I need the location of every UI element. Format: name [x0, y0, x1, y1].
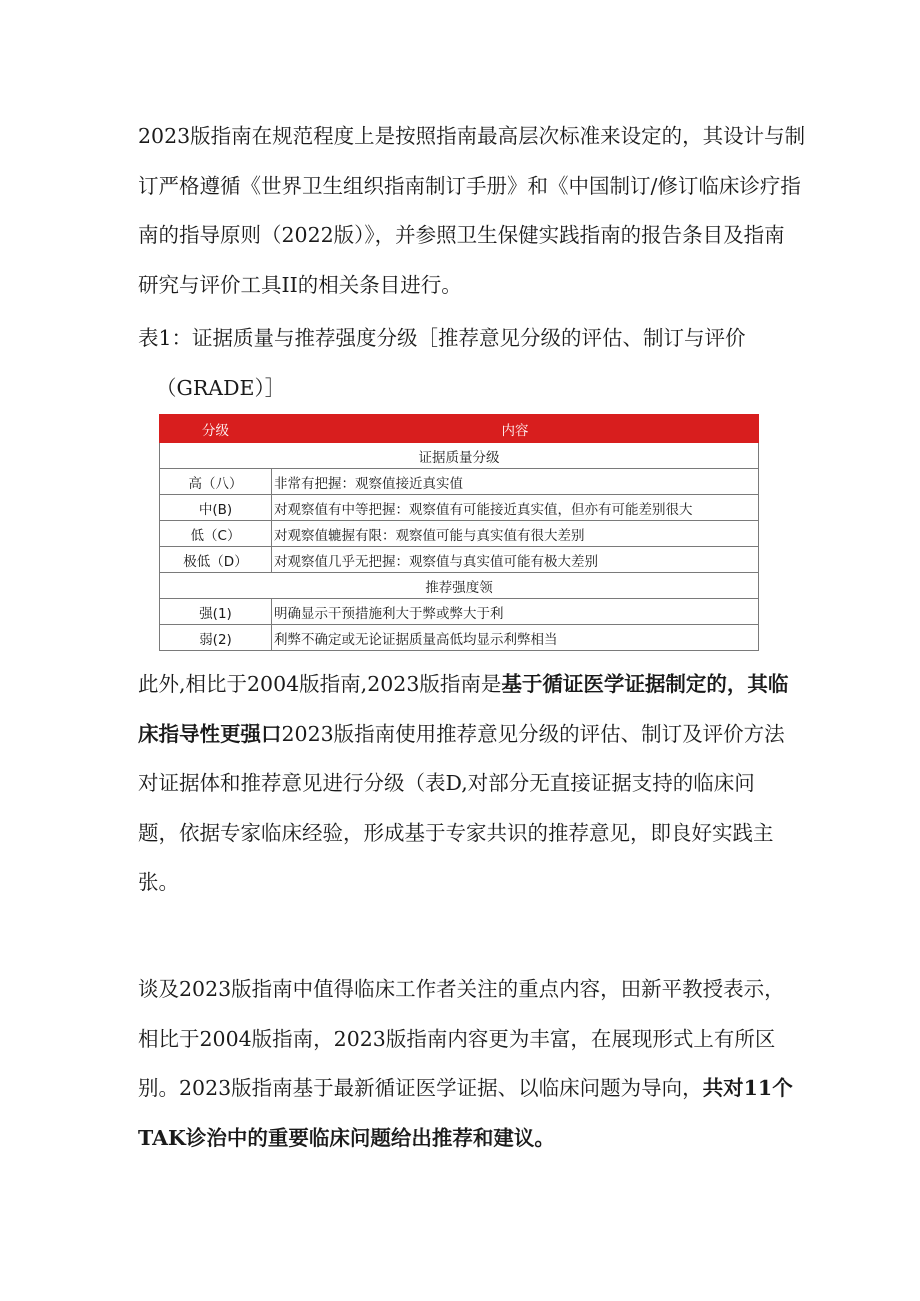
column-header-grade: 分级 [160, 415, 272, 443]
table-row [160, 599, 759, 625]
caption-line: （GRADE）］ [156, 375, 286, 400]
table-row [160, 469, 759, 495]
paragraph-line [138, 1114, 786, 1164]
paragraph-line: 2023版指南在规范程度上是按照指南最高层次标准来设定的，其设计与制 [138, 124, 806, 148]
grade-cell: 中(B) [160, 495, 272, 521]
paragraph-line: 对证据体和推荐意见进行分级（表D,对部分无直接证据支持的临床问 [138, 771, 755, 795]
section-row [160, 443, 759, 469]
table-row [160, 547, 759, 573]
grade-cell: 强(1) [160, 599, 272, 625]
section-title-recommendation-strength: 推荐强度领 [160, 573, 759, 599]
table-header-row [160, 415, 759, 443]
table-caption [138, 314, 786, 413]
paragraph-line: 相比于2004版指南，2023版指南内容更为丰富，在展现形式上有所区 [138, 1026, 776, 1051]
paragraph-line: 研究与评价工具II的相关条目进行。 [138, 272, 462, 297]
paragraph-line [138, 660, 789, 710]
paragraph-line: 订严格遵循《世界卫生组织指南制订手册》和《中国制订/修订临床诊疗指 [138, 173, 801, 198]
content-cell: 利弊不确定或无论证据质量高低均显示利弊相当 [272, 625, 759, 651]
content-cell: 对观察值有中等把握：观察值有可能接近真实值，但亦有可能差别很大 [272, 495, 759, 521]
content-cell: 对观察值几乎无把握：观察值与真实值可能有极大差别 [272, 547, 759, 573]
evidence-grade-table [159, 414, 759, 651]
paragraph-line: 谈及2023版指南中值得临床工作者关注的重点内容，田新平教授表示， [138, 977, 785, 1001]
table-row [160, 521, 759, 547]
intro-paragraph [138, 112, 806, 310]
content-cell: 对观察值辘握有限：观察值可能与真实值有很大差别 [272, 521, 759, 547]
section-title-evidence-quality: 证据质量分级 [160, 443, 759, 469]
caption-line: 表1：证据质量与推荐强度分级［推荐意见分级的评估、制订与评价 [138, 326, 746, 350]
paragraph-line: 题，依据专家临床经验，形成基于专家共识的推荐意见，即良好实践主 [138, 820, 774, 845]
grade-cell: 弱(2) [160, 625, 272, 651]
section-row [160, 573, 759, 599]
content-cell: 非常有把握：观察值接近真实值 [272, 469, 759, 495]
paragraph-line [138, 710, 786, 760]
grade-cell: 极低（D） [160, 547, 272, 573]
bold-text: 床指导性更强口 [138, 721, 282, 746]
table-row [160, 625, 759, 651]
comparison-paragraph [138, 660, 789, 908]
bold-text: 基于循证医学证据制定的，其临 [501, 672, 789, 696]
grade-cell: 低（C） [160, 521, 272, 547]
table-row [160, 495, 759, 521]
bold-text: 共对11个 [702, 1076, 793, 1100]
grade-cell: 高（八） [160, 469, 272, 495]
column-header-content: 内容 [272, 415, 759, 443]
key-content-paragraph [138, 965, 793, 1163]
paragraph-line: 张。 [138, 870, 179, 894]
plain-text: 此外,相比于2004版指南,2023版指南是 [138, 672, 502, 696]
plain-text: 2023版指南使用推荐意见分级的评估、制订及评价方法 [281, 721, 785, 746]
plain-text: 别。2023版指南基于最新循证医学证据、以临床问题为导向， [138, 1076, 703, 1100]
content-cell: 明确显示干预措施利大于弊或弊大于利 [272, 599, 759, 625]
bold-text: TAK诊治中的重要临床问题给出推荐和建议。 [138, 1125, 555, 1150]
paragraph-line [138, 1064, 793, 1114]
paragraph-line: 南的指导原则（2022版）》，并参照卫生保健实践指南的报告条目及指南 [138, 223, 785, 247]
